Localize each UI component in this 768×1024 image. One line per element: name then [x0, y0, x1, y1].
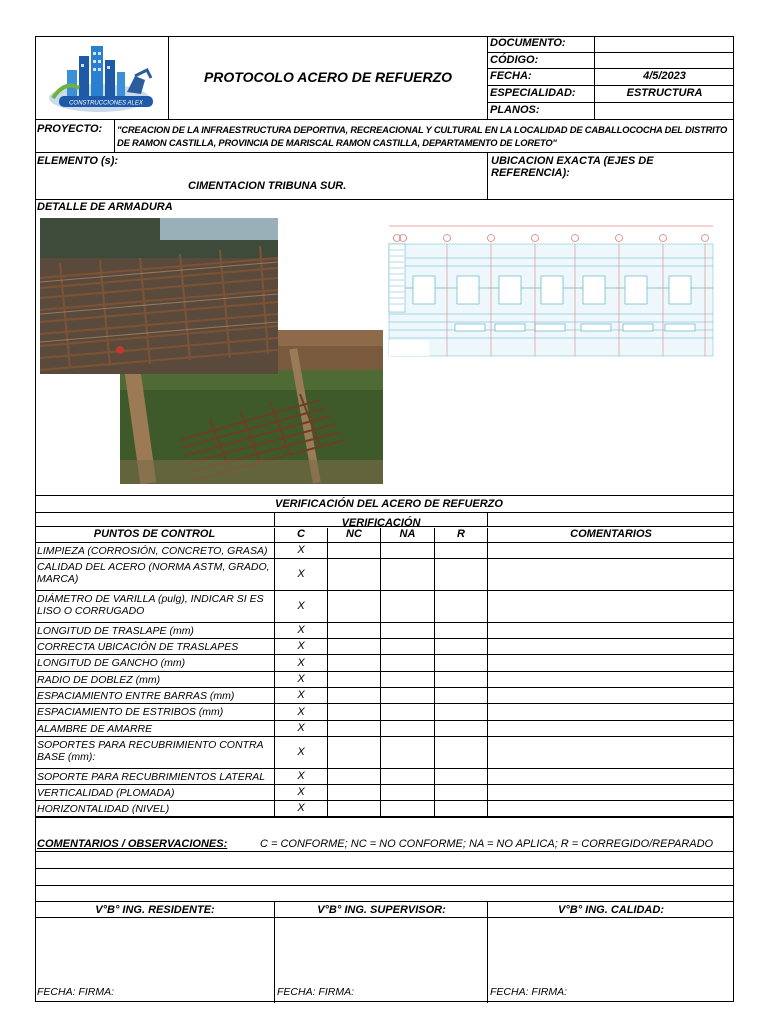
control-point-label: [35, 785, 275, 800]
detail-section: [35, 200, 734, 496]
project-row: [35, 120, 734, 153]
detail-label: DETALLE DE ARMADURA: [37, 201, 173, 213]
table-row: [35, 623, 734, 639]
control-point-label: [35, 623, 275, 638]
control-point-line: VERTICALIDAD (PLOMADA): [37, 787, 175, 799]
element-label: ELEMENTO (s):: [37, 155, 119, 167]
table-row: [35, 655, 734, 672]
mark-r: [435, 672, 488, 687]
comment-cell: [488, 559, 734, 590]
field-row-codigo: [488, 53, 734, 69]
mark-nc: [328, 655, 381, 671]
comments-legend: C = CONFORME; NC = NO CONFORME; NA = NO APLICA; R = CORREGIDO/REPARADO: [260, 838, 714, 850]
mark-r: [435, 688, 488, 703]
mark-c: X: [275, 559, 328, 590]
table-row: [35, 785, 734, 801]
comments-section: [35, 817, 734, 901]
mark-r: [435, 591, 488, 622]
mark-na: [381, 769, 435, 784]
mark-r: [435, 639, 488, 654]
control-point-label: [35, 655, 275, 671]
mark-c: X: [275, 672, 328, 687]
field-value: [595, 36, 734, 52]
mark-nc: [328, 704, 381, 720]
control-point-line: DIÁMETRO DE VARILLA (pulg), INDICAR SI ES: [37, 593, 264, 605]
table-row: [35, 704, 734, 721]
verification-subtitle-row: [35, 513, 734, 527]
mark-c: X: [275, 591, 328, 622]
signature-footer: FECHA: FIRMA:: [490, 986, 568, 998]
col-c-header: C: [275, 528, 328, 543]
field-value: 4/5/2023: [643, 70, 686, 82]
blank-cell: [35, 513, 275, 526]
logo-cell: [35, 36, 169, 119]
control-point-label: [35, 591, 275, 622]
mark-nc: [328, 688, 381, 703]
header: [35, 36, 734, 120]
control-point-line: LONGITUD DE GANCHO (mm): [37, 657, 186, 669]
control-point-label: [35, 559, 275, 590]
mark-c: X: [275, 688, 328, 703]
mark-nc: [328, 623, 381, 638]
control-point-label: [35, 769, 275, 784]
control-point-line: CORRECTA UBICACIÓN DE TRASLAPES: [37, 641, 239, 653]
field-value: [595, 53, 734, 68]
control-point-label: [35, 688, 275, 703]
comment-line: [35, 851, 734, 852]
logo-text: CONSTRUCCIONES ALEX: [69, 100, 143, 107]
mark-na: [381, 785, 435, 800]
table-row: [35, 639, 734, 655]
control-point-label: [35, 639, 275, 654]
field-row-especialidad: [488, 86, 734, 103]
mark-r: [435, 769, 488, 784]
signature-title: V°B° ING. RESIDENTE:: [35, 902, 275, 918]
mark-nc: [328, 672, 381, 687]
mark-na: [381, 639, 435, 654]
control-point-line: ESPACIAMIENTO DE ESTRIBOS (mm): [37, 706, 224, 718]
signature-title: V°B° ING. SUPERVISOR:: [275, 902, 488, 918]
comment-cell: [488, 543, 734, 558]
mark-c: X: [275, 721, 328, 736]
col-points-header: PUNTOS DE CONTROL: [35, 528, 275, 543]
control-point-line: HORIZONTALIDAD (NIVEL): [37, 803, 170, 815]
mark-r: [435, 704, 488, 720]
field-row-planos: [488, 103, 734, 119]
comment-cell: [488, 623, 734, 638]
field-label: ESPECIALIDAD:: [488, 86, 595, 102]
field-row-fecha: [488, 69, 734, 86]
element-cell: [35, 153, 488, 199]
page-title: PROTOCOLO ACERO DE REFUERZO: [203, 69, 453, 85]
project-label: PROYECTO:: [37, 123, 103, 135]
signature-footer: FECHA: FIRMA:: [37, 986, 115, 998]
signatures-section: [35, 901, 734, 1002]
signature-calidad: [488, 902, 734, 1003]
control-point-line: SOPORTES PARA RECUBRIMIENTO CONTRA: [37, 739, 264, 751]
mark-r: [435, 543, 488, 558]
mark-c: X: [275, 623, 328, 638]
subtitle-cell: [275, 513, 488, 529]
comment-cell: [488, 672, 734, 687]
signature-residente: [35, 902, 275, 1003]
comment-cell: [488, 801, 734, 816]
control-point-label: [35, 721, 275, 736]
comments-label: COMENTARIOS / OBSERVACIONES:: [37, 838, 228, 850]
mark-c: X: [275, 801, 328, 816]
mark-r: [435, 655, 488, 671]
mark-c: X: [275, 639, 328, 654]
rebar-photo-1: [40, 218, 278, 374]
col-nc-header: NC: [328, 528, 381, 543]
mark-nc: [328, 639, 381, 654]
comment-cell: [488, 721, 734, 736]
table-row: [35, 721, 734, 737]
control-point-line: LONGITUD DE TRASLAPE (mm): [37, 625, 194, 637]
title-cell: [169, 36, 488, 119]
mark-nc: [328, 559, 381, 590]
project-line-1: "CREACION DE LA INFRAESTRUCTURA DEPORTIVA, RECREACIONAL Y CULTURAL EN LA LOCALIDAD DE CABALLOCOCHA DEL DISTRITO: [117, 124, 728, 135]
mark-na: [381, 623, 435, 638]
control-point-line: LIMPIEZA (CORROSIÓN, CONCRETO, GRASA): [37, 545, 268, 557]
mark-r: [435, 721, 488, 736]
company-logo: [35, 36, 169, 119]
mark-c: X: [275, 655, 328, 671]
location-label: UBICACION EXACTA (EJES DE REFERENCIA):: [491, 155, 654, 179]
mark-c: X: [275, 737, 328, 768]
field-row-documento: [488, 36, 734, 53]
foundation-plan-drawing: [385, 218, 717, 366]
table-row: [35, 737, 734, 769]
field-label: CÓDIGO:: [488, 53, 595, 68]
comment-cell: [488, 639, 734, 654]
mark-na: [381, 704, 435, 720]
control-point-line: SOPORTE PARA RECUBRIMIENTOS LATERAL: [37, 771, 266, 783]
mark-na: [381, 688, 435, 703]
mark-nc: [328, 543, 381, 558]
control-point-line: LISO O CORRUGADO: [37, 605, 145, 617]
table-row: [35, 591, 734, 623]
field-value: ESTRUCTURA: [626, 87, 703, 99]
verification-table: [35, 496, 734, 817]
signature-footer: FECHA: FIRMA:: [277, 986, 355, 998]
mark-na: [381, 591, 435, 622]
mark-na: [381, 655, 435, 671]
project-label-cell: [35, 120, 115, 152]
project-line-2: DE RAMON CASTILLA, PROVINCIA DE MARISCAL RAMON CASTILLA, DEPARTAMENTO DE LORETO": [117, 137, 557, 148]
field-label: FECHA:: [488, 69, 595, 85]
control-point-line: ESPACIAMIENTO ENTRE BARRAS (mm): [37, 690, 235, 702]
mark-c: X: [275, 785, 328, 800]
mark-c: X: [275, 704, 328, 720]
control-point-label: [35, 801, 275, 816]
control-point-label: [35, 737, 275, 768]
comment-line: [35, 885, 734, 886]
comment-cell: [488, 688, 734, 703]
control-point-label: [35, 704, 275, 720]
mark-c: X: [275, 543, 328, 558]
table-row: [35, 769, 734, 785]
signature-supervisor: [275, 902, 488, 1003]
control-point-line: CALIDAD DEL ACERO (NORMA ASTM, GRADO,: [37, 561, 270, 573]
table-row: [35, 801, 734, 817]
control-point-line: RADIO DE DOBLEZ (mm): [37, 674, 161, 686]
signature-title: V°B° ING. CALIDAD:: [488, 902, 734, 918]
element-row: [35, 153, 734, 200]
table-row: [35, 559, 734, 591]
element-value: CIMENTACION TRIBUNA SUR.: [188, 180, 347, 192]
comment-line: [35, 868, 734, 869]
mark-nc: [328, 801, 381, 816]
control-point-line: BASE (mm):: [37, 751, 96, 763]
mark-r: [435, 785, 488, 800]
field-label: DOCUMENTO:: [488, 36, 595, 52]
field-label: PLANOS:: [488, 103, 595, 119]
table-row: [35, 543, 734, 559]
mark-na: [381, 543, 435, 558]
mark-nc: [328, 721, 381, 736]
col-comments-header: COMENTARIOS: [570, 528, 652, 540]
field-value: [595, 103, 734, 119]
control-point-line: [37, 783, 274, 784]
verification-subtitle: VERIFICACIÓN: [341, 517, 421, 529]
mark-r: [435, 737, 488, 768]
col-na-header: NA: [381, 528, 435, 543]
mark-c: X: [275, 769, 328, 784]
mark-r: [435, 559, 488, 590]
mark-na: [381, 559, 435, 590]
mark-na: [381, 737, 435, 768]
comment-cell: [488, 737, 734, 768]
mark-nc: [328, 769, 381, 784]
comment-cell: [488, 655, 734, 671]
control-point-line: ALAMBRE DE AMARRE: [37, 723, 153, 735]
col-r-header: R: [435, 528, 488, 543]
project-name: [117, 123, 734, 149]
comment-cell: [488, 704, 734, 720]
comment-cell: [488, 785, 734, 800]
mark-r: [435, 623, 488, 638]
mark-nc: [328, 591, 381, 622]
control-point-label: [35, 543, 275, 558]
mark-na: [381, 721, 435, 736]
verification-title-row: [35, 496, 734, 513]
table-row: [35, 688, 734, 704]
mark-r: [435, 801, 488, 816]
control-point-line: MARCA): [37, 573, 79, 585]
comment-cell: [488, 769, 734, 784]
header-fields: [488, 36, 734, 119]
table-row: [35, 672, 734, 688]
control-point-label: [35, 672, 275, 687]
verification-rows: [35, 543, 734, 817]
mark-nc: [328, 785, 381, 800]
column-header-row: [35, 527, 734, 543]
comment-cell: [488, 591, 734, 622]
verification-title: VERIFICACIÓN DEL ACERO DE REFUERZO: [275, 498, 503, 510]
mark-nc: [328, 737, 381, 768]
mark-na: [381, 672, 435, 687]
mark-na: [381, 801, 435, 816]
